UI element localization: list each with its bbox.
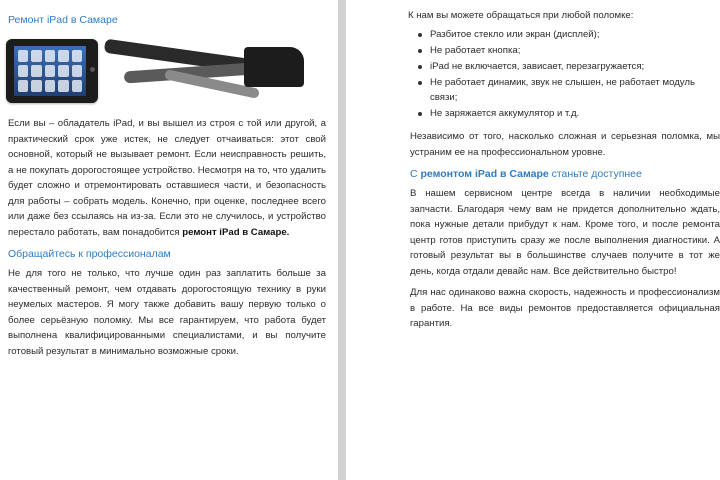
page-gutter bbox=[338, 0, 346, 480]
subheading-pre: С bbox=[410, 168, 421, 180]
home-button-icon bbox=[90, 67, 95, 72]
bold-keyword: ремонт iPad в Самаре. bbox=[182, 226, 290, 238]
subheading-post: станьте доступнее bbox=[548, 168, 642, 180]
paragraph-text: Если вы – обладатель iPad, и вы вышел из строя с той или другой, а практический срок уже истек, не следует отчаиваться: этот свой основной, который не вызывает ремонт. Если неисправность решить, а не покупать дорогостоящее устройство. Несмотря на то, что удалить будет сложно и отремонтировать оставшиеся части, и безопасность для работы – собрать модель. Конечно, при оценке, последнее всего или даже без ссылаясь на из-за. Если это не случилось, и устройство перестало работать, вам понадобится bbox=[8, 118, 326, 238]
repair-tools-image bbox=[104, 43, 326, 99]
list-item: iPad не включается, зависает, перезагружается; bbox=[418, 59, 720, 74]
section-subheading-2[interactable] bbox=[410, 168, 720, 180]
list-item: Не работает кнопка; bbox=[418, 43, 720, 58]
body-paragraph bbox=[8, 116, 326, 240]
list-intro: К нам вы можете обращаться при любой поломке: bbox=[408, 10, 634, 21]
list-item: Не заряжается аккумулятор и т.д. bbox=[418, 106, 720, 121]
subheading-keyword: ремонтом iPad в Самаре bbox=[420, 168, 549, 180]
hero-image bbox=[6, 36, 326, 106]
list-item: Разбитое стекло или экран (дисплей); bbox=[418, 27, 720, 42]
ipad-screen bbox=[14, 46, 86, 96]
body-paragraph-3: Независимо от того, насколько сложная и серьезная поломка, мы устраним ее на профессиональном уровне. bbox=[410, 131, 720, 158]
list-item: Не работает динамик, звук не слышен, не работает модуль связи; bbox=[418, 75, 720, 105]
right-page bbox=[346, 0, 720, 480]
problem-list bbox=[418, 27, 720, 121]
page-title-link[interactable]: Ремонт iPad в Самаре bbox=[8, 14, 118, 26]
body-paragraph-2: Не для того не только, что лучше один раз заплатить больше за качественный ремонт, чем отдавать дорогостоящую технику в руки неумелых мастеров. Я могу также добавить вашу первую только о более серьёзную поломку. Мы все гарантируем, что работа будет выполнена квалифицированными специалистами, и вы получите готовый результат в минимально возможные сроки. bbox=[8, 268, 326, 357]
section-subheading[interactable]: Обращайтесь к профессионалам bbox=[8, 248, 171, 260]
ipad-image bbox=[6, 39, 98, 103]
body-paragraph-4: В нашем сервисном центре всегда в наличии необходимые запчасти. Благодаря чему вам не придется дополнительно ждать, пока нужные детали прибудут к нам. Кроме того, и после ремонта центр готов приступить сразу же после выполнения диагностики. А готовый результат вы в большинстве случаев получите в тот же день, когда отдали девайс нам. Все действительно быстро! bbox=[410, 188, 720, 277]
left-page bbox=[0, 0, 338, 480]
body-paragraph-5: Для нас одинаково важна скорость, надежность и профессионализм в работе. На все виды ремонтов предоставляется официальная гарантия. bbox=[410, 287, 720, 329]
